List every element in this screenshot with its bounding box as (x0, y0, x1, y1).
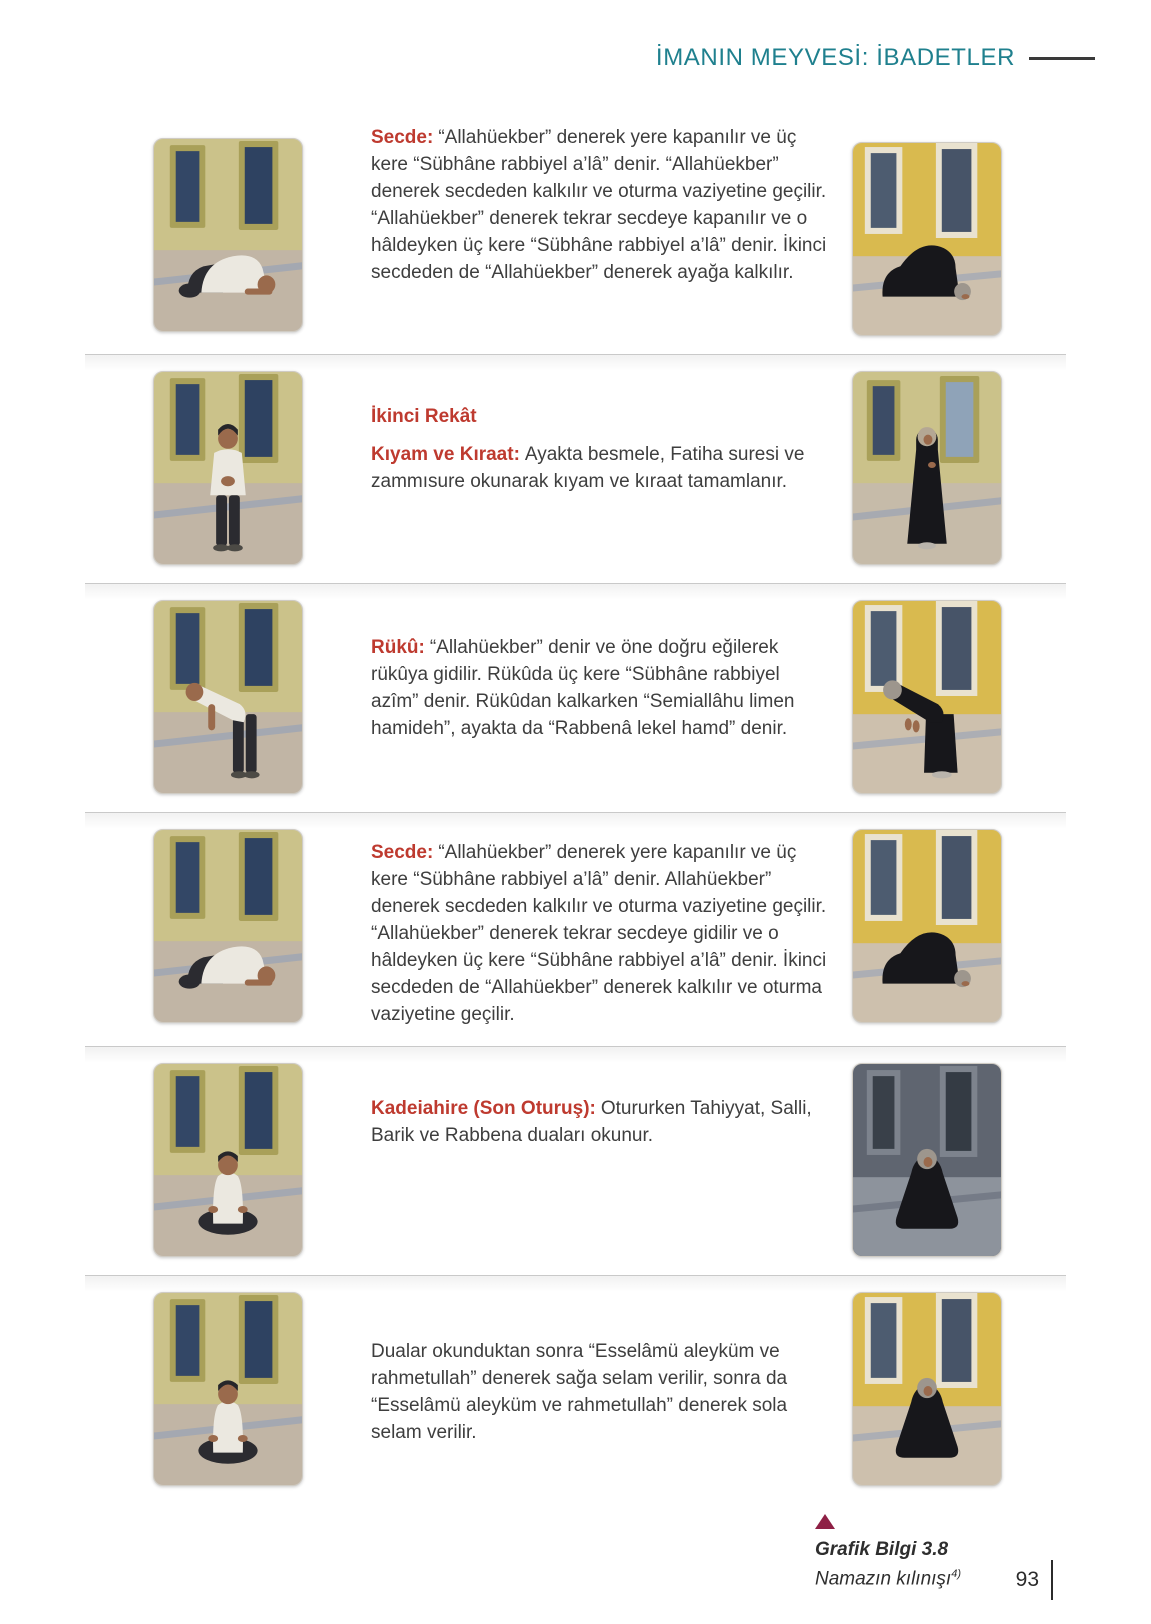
page-number: 93 (1015, 1568, 1039, 1591)
row-text (371, 1292, 829, 1446)
photo-man-bowing (153, 600, 303, 794)
page-header (656, 44, 1095, 72)
photo-woman-bowing (852, 600, 1002, 794)
row-text (371, 829, 829, 1028)
row-lead: Kadeiahire (Son Oturuş): (371, 1098, 596, 1119)
photo-man-sitting (153, 1063, 303, 1257)
row-selam (85, 1275, 1066, 1504)
page-title: İMANIN MEYVESİ: İBADETLER (655, 44, 1015, 71)
row-lead: Kıyam ve Kıraat: (371, 444, 520, 465)
header-rule (1029, 57, 1095, 60)
photo-woman-sitting (852, 1292, 1002, 1486)
row-body: Otururken Tahiyyat, Salli, Barik ve Rabbena duaları okunur. (371, 1098, 812, 1146)
row-lead: Secde: (371, 842, 434, 863)
row-text (371, 600, 829, 742)
row-kadeiahire (85, 1046, 1066, 1275)
page-number-rule (1051, 1560, 1053, 1600)
row-body: Ayakta besmele, Fatiha suresi ve zammısure okunarak kıyam ve kıraat tamamlanır. (371, 444, 805, 492)
caption-footnote: 4) (951, 1568, 961, 1580)
photo-woman-prostrate (852, 829, 1002, 1023)
row-body: “Allahüekber” denerek yere kapanılır ve üç kere “Sübhâne rabbiyel a’lâ” denir. Allahüekber” denerek secdeden kalkılır ve oturma vaziyetine geçilir. “Allahüekber” denerek tekrar secdeye gidilir ve o hâldeyken üç kere “Sübhâne rabbiyel a’lâ” denir. İkinci secdeden de “Allahüekber” denerek kalkılır ve oturma vaziyetine geçilir. (371, 842, 827, 1025)
photo-woman-prostrate (852, 142, 1002, 336)
row-ruku (85, 583, 1066, 812)
photo-woman-standing (852, 371, 1002, 565)
photo-man-prostrate (153, 829, 303, 1023)
row-heading: İkinci Rekât (371, 406, 477, 427)
row-ikinci-rekat (85, 354, 1066, 583)
row-text (371, 124, 829, 286)
row-secde-1 (85, 108, 1066, 354)
photo-man-prostrate (153, 138, 303, 332)
row-lead: Secde: (371, 127, 434, 148)
page-footer (1016, 1560, 1053, 1600)
caption-subtitle-text: Namazın kılınışı (815, 1568, 952, 1590)
row-text (371, 1063, 829, 1149)
photo-man-sitting (153, 1292, 303, 1486)
content-rows (85, 108, 1066, 1591)
row-body: Dualar okunduktan sonra “Esselâmü aleyküm ve rahmetullah” denerek sağa selam verilir, sonra da “Esselâmü aleyküm ve rahmetullah” denerek sola selam verilir. (371, 1341, 788, 1443)
row-text (371, 371, 829, 495)
row-body: “Allahüekber” denir ve öne doğru eğilerek rükûya gidilir. Rükûda üç kere “Sübhâne rabbiyel azîm” denir. Rükûdan kalkarken “Semiallâhu limen hamideh”, ayakta da “Rabbenâ lekel hamd” denir. (371, 637, 795, 739)
triangle-up-icon (815, 1514, 835, 1529)
row-lead: Rükû: (371, 637, 425, 658)
photo-man-standing (153, 371, 303, 565)
row-body: “Allahüekber” denerek yere kapanılır ve üç kere “Sübhâne rabbiyel a’lâ” denir. “Allahüekber” denerek secdeden kalkılır ve oturma vaziyetine geçilir. “Allahüekber” denerek tekrar secdeye kapanılır ve o hâldeyken üç kere “Sübhâne rabbiyel a’lâ” denir. İkinci secdeden de “Allahüekber” denerek ayağa kalkılır. (371, 127, 827, 283)
caption-title: Grafik Bilgi 3.8 (815, 1539, 949, 1560)
row-secde-2 (85, 812, 1066, 1046)
photo-woman-sitting (852, 1063, 1002, 1257)
